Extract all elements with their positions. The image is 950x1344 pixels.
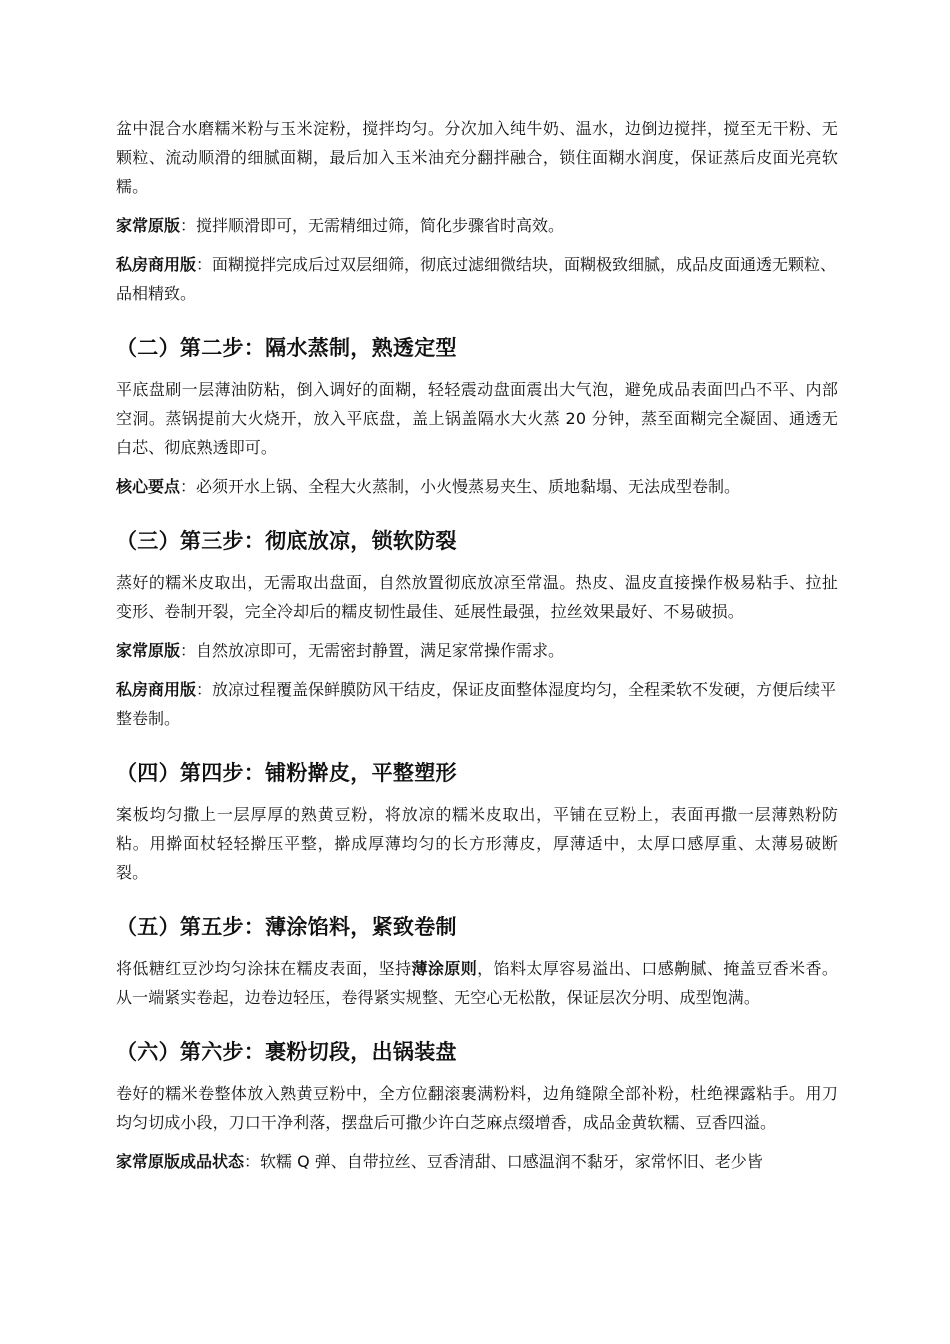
note-label: 家常原版: [116, 216, 181, 235]
note-home-finished-state: [116, 1147, 838, 1176]
note-label: 家常原版: [116, 641, 181, 660]
section-heading-step4: （四）第四步：铺粉擀皮，平整塑形: [116, 761, 457, 785]
paragraph-step1-body: 盆中混合水磨糯米粉与玉米淀粉，搅拌均匀。分次加入纯牛奶、温水，边倒边搅拌，搅至无干粉、无颗粒、流动顺滑的细腻面糊，最后加入玉米油充分翻拌融合，锁住面糊水润度，保证蒸后皮面光亮软糯。: [116, 119, 838, 196]
note-label: 家常原版成品状态: [116, 1152, 245, 1171]
note-label: 私房商用版: [116, 680, 197, 699]
note-text: ：必须开水上锅、全程大火蒸制，小火慢蒸易夹生、质地黏塌、无法成型卷制。: [180, 477, 741, 496]
section-heading-step2: （二）第二步：隔水蒸制，熟透定型: [116, 336, 457, 360]
note-commercial-version: [116, 675, 838, 733]
paragraph-text: ，馅料太厚容易溢出、口感齁腻、掩盖豆香米香。从一端紧实卷起，边卷边轻压，卷得紧实规整、无空心无松散，保证层次分明、成型饱满。: [116, 959, 838, 1007]
section-heading-step5: （五）第五步：薄涂馅料，紧致卷制: [116, 915, 457, 939]
note-commercial-version: [116, 250, 838, 308]
paragraph-step4-body: 案板均匀撒上一层厚厚的熟黄豆粉，将放凉的糯米皮取出，平铺在豆粉上，表面再撒一层薄熟粉防粘。用擀面杖轻轻擀压平整，擀成厚薄均匀的长方形薄皮，厚薄适中，太厚口感厚重、太薄易破断裂。: [116, 805, 838, 882]
note-home-version: [116, 211, 838, 240]
note-label: 核心要点: [116, 477, 181, 496]
paragraph-step2-body: 平底盘刷一层薄油防粘，倒入调好的面糊，轻轻震动盘面震出大气泡，避免成品表面凹凸不平、内部空洞。蒸锅提前大火烧开，放入平底盘，盖上锅盖隔水大火蒸 20 分钟，蒸至面糊完全凝固、通透无白芯、彻底熟透即可。: [116, 380, 838, 457]
section-heading-step3: （三）第三步：彻底放凉，锁软防裂: [116, 529, 457, 553]
note-text: ：放凉过程覆盖保鲜膜防风干结皮，保证皮面整体湿度均匀，全程柔软不发硬，方便后续平整卷制。: [116, 680, 837, 728]
paragraph-step5-body: [116, 954, 838, 1012]
paragraph-step6-body: 卷好的糯米卷整体放入熟黄豆粉中，全方位翻滚裹满粉料，边角缝隙全部补粉，杜绝裸露粘手。用刀均匀切成小段，刀口干净利落，摆盘后可撒少许白芝麻点缀增香，成品金黄软糯、豆香四溢。: [116, 1084, 838, 1132]
document-body: [116, 114, 838, 1186]
emphasis-text: 薄涂原则: [411, 959, 478, 978]
note-text: ：软糯 Q 弹、自带拉丝、豆香清甜、口感温润不黏牙，家常怀旧、老少皆: [244, 1152, 763, 1171]
section-heading-step6: （六）第六步：裹粉切段，出锅装盘: [116, 1040, 457, 1064]
note-key-point: [116, 472, 838, 501]
note-text: ：搅拌顺滑即可，无需精细过筛，简化步骤省时高效。: [180, 216, 565, 235]
note-label: 私房商用版: [116, 255, 197, 274]
note-text: ：自然放凉即可，无需密封静置，满足家常操作需求。: [180, 641, 565, 660]
paragraph-step3-body: 蒸好的糯米皮取出，无需取出盘面，自然放置彻底放凉至常温。热皮、温皮直接操作极易粘手、拉扯变形、卷制开裂，完全冷却后的糯皮韧性最佳、延展性最强，拉丝效果最好、不易破损。: [116, 573, 838, 621]
paragraph-text: 将低糖红豆沙均匀涂抹在糯皮表面，坚持: [116, 959, 412, 978]
note-home-version: [116, 636, 838, 665]
note-text: ：面糊搅拌完成后过双层细筛，彻底过滤细微结块，面糊极致细腻，成品皮面通透无颗粒、品相精致。: [116, 255, 837, 303]
